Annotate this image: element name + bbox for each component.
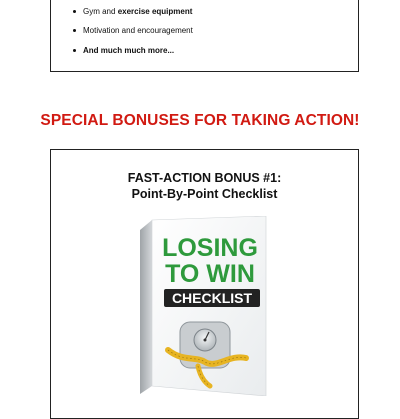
features-box (50, 0, 359, 72)
bonus-name: Point-By-Point Checklist (131, 187, 278, 201)
feature-text-bold: exercise equipment (117, 6, 193, 16)
cover-title-line2: TO WIN (165, 260, 255, 288)
list-item (73, 7, 348, 17)
list-item (73, 26, 348, 36)
cover-title-line1: LOSING (162, 234, 258, 262)
ecover-spine (140, 220, 152, 394)
bullet-icon (73, 49, 76, 52)
feature-list (73, 0, 348, 65)
checklist-ecover-image (138, 216, 268, 396)
feature-text: Motivation and encouragement (83, 26, 193, 35)
list-item (73, 46, 348, 56)
bullet-icon (73, 29, 76, 32)
feature-text: Gym and (83, 6, 118, 16)
bonus-label: FAST-ACTION BONUS #1: (127, 171, 282, 185)
bonus-box (50, 149, 359, 419)
bonus-section-heading: SPECIAL BONUSES FOR TAKING ACTION! (40, 112, 360, 129)
bullet-icon (73, 10, 76, 13)
cover-title-line3: CHECKLIST (171, 290, 253, 306)
feature-text-bold: And much much more... (83, 45, 175, 55)
